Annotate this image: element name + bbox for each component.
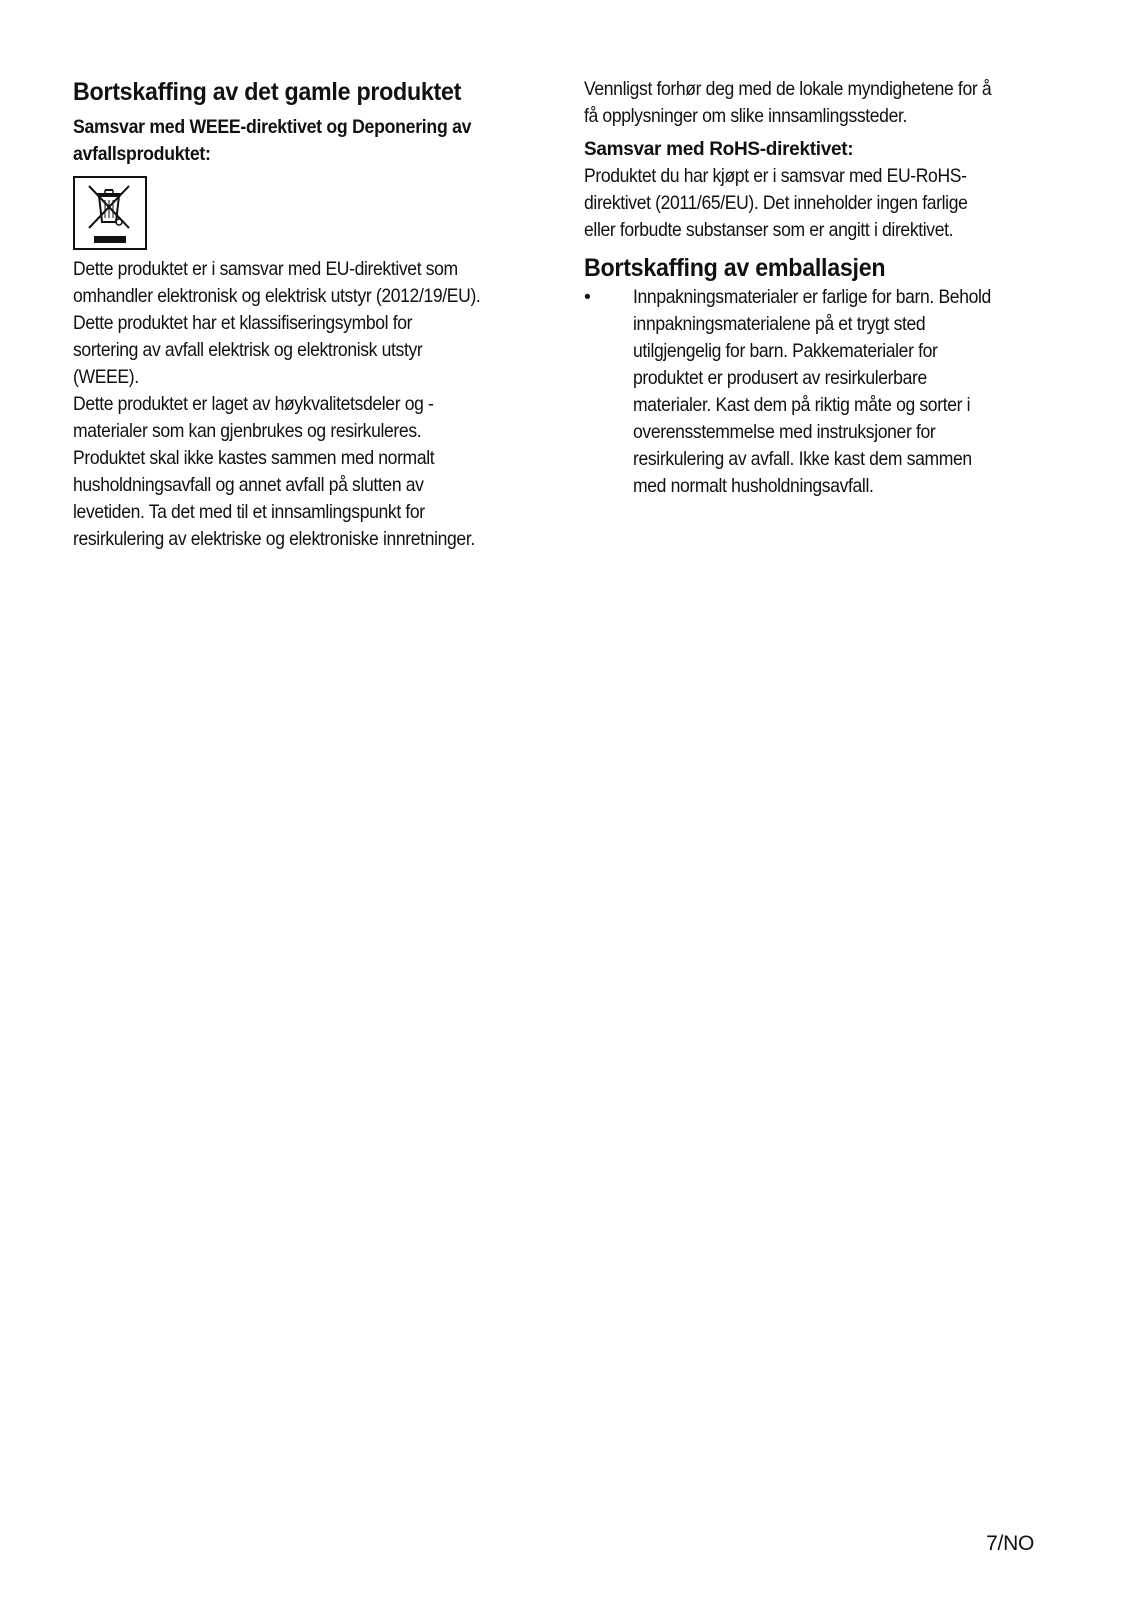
- page-number: 7/NO: [986, 1532, 1034, 1555]
- text-line: innpakningsmaterialene på et trygt sted: [633, 313, 926, 335]
- text-line: Dette produktet er laget av høykvalitetsdeler og -: [73, 393, 434, 415]
- text-line: Dette produktet er i samsvar med EU-direktivet som: [73, 258, 458, 280]
- bullet-text: [633, 284, 1102, 500]
- text-line: Produktet skal ikke kastes sammen med normalt: [73, 447, 435, 469]
- text-line: resirkulering av elektriske og elektroniske innretninger.: [73, 528, 475, 550]
- text-line: eller forbudte substanser som er angitt i direktivet.: [584, 219, 954, 241]
- list-item: [584, 284, 1060, 500]
- authorities-paragraph: [584, 76, 1060, 130]
- weee-subtitle: [73, 114, 553, 168]
- text-line: materialer som kan gjenbrukes og resirkuleres.: [73, 420, 422, 442]
- text-line: med normalt husholdningsavfall.: [633, 475, 874, 497]
- text-line: resirkulering av avfall. Ikke kast dem sammen: [633, 448, 972, 470]
- text-line: levetiden. Ta det med til et innsamlingspunkt for: [73, 501, 425, 523]
- wheelie-bin-svg: [75, 178, 145, 248]
- text-line: husholdningsavfall og annet avfall på slutten av: [73, 474, 424, 496]
- right-column: [584, 76, 1060, 500]
- text-line: få opplysninger om slike innsamlingssteder.: [584, 105, 908, 127]
- rohs-heading: Samsvar med RoHS-direktivet:: [584, 139, 854, 160]
- weee-subtitle-line: Samsvar med WEEE-direktivet og Deponering av: [73, 117, 472, 138]
- weee-paragraph: [73, 256, 551, 391]
- text-line: Vennligst forhør deg med de lokale myndighetene for å: [584, 78, 992, 100]
- text-line: produktet er produsert av resirkulerbare: [633, 367, 927, 389]
- text-line: materialer. Kast dem på riktig måte og sorter i: [633, 394, 971, 416]
- text-line: overensstemmelse med instruksjoner for: [633, 421, 936, 443]
- text-line: sortering av avfall elektrisk og elektronisk utstyr: [73, 339, 423, 361]
- text-line: omhandler elektronisk og elektrisk utstyr (2012/19/EU).: [73, 285, 481, 307]
- left-column: [73, 76, 551, 553]
- crossed-out-wheelie-bin-icon: [73, 176, 147, 250]
- text-line: Innpakningsmaterialer er farlige for barn. Behold: [633, 286, 991, 308]
- text-line: Produktet du har kjøpt er i samsvar med EU-RoHS-: [584, 165, 967, 187]
- text-line: Dette produktet har et klassifiseringsymbol for: [73, 312, 413, 334]
- recycling-paragraph: [73, 391, 551, 553]
- weee-subtitle-line: avfallsproduktet:: [73, 144, 211, 165]
- rohs-paragraph: [584, 163, 1060, 244]
- packaging-bullet-list: [584, 284, 1060, 500]
- text-line: utilgjengelig for barn. Pakkematerialer for: [633, 340, 938, 362]
- text-line: direktivet (2011/65/EU). Det inneholder ingen farlige: [584, 192, 968, 214]
- bullet-dot-icon: •: [584, 286, 591, 308]
- packaging-title: Bortskaffing av emballasjen: [584, 254, 886, 282]
- text-line: (WEEE).: [73, 366, 139, 388]
- disposal-title: Bortskaffing av det gamle produktet: [73, 78, 462, 106]
